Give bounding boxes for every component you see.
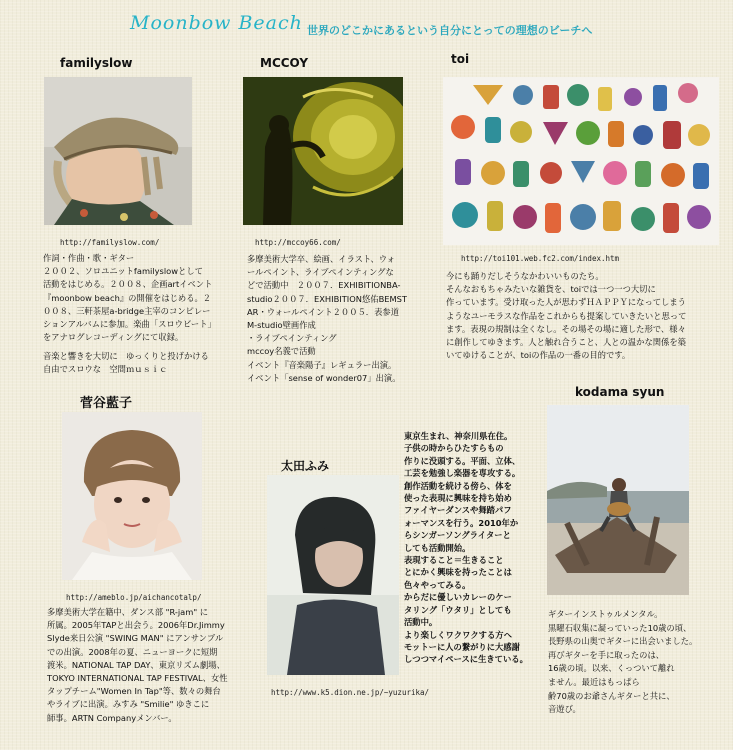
artist-name-kodama: kodama syun <box>575 385 665 399</box>
bio-line: ようなユーモラスな作品をこれからも提案していきたいと思って <box>446 310 687 321</box>
bio-line: 活動中。 <box>404 617 438 628</box>
bio-line: 表現すること＝生きること <box>404 555 504 566</box>
bio-line: 使った表現に興味を持ち始め <box>404 493 512 504</box>
bio-line: タリング「ウタリ」としても <box>404 604 512 615</box>
bio-line: 多摩美術大学卒、絵画、イラスト、ウォ <box>247 254 396 264</box>
ota-url[interactable]: http://www.k5.dion.ne.jp/~yuzurika/ <box>271 688 430 697</box>
familyslow-tagline <box>43 350 223 376</box>
bio-line: AR・ウォールペイント２００５．表参道 <box>247 306 399 317</box>
bio-line: ２００２、ソロユニットfamilyslowとして <box>43 266 203 277</box>
bio-line: 今にも踊りだしそうなかわいいものたち。 <box>446 271 604 281</box>
artist-name-sugaya: 菅谷藍子 <box>80 396 133 411</box>
bio-line: より楽しくワクワクする方へ <box>404 629 512 640</box>
bio-line: ます。表現の規制は全くなし。その場その場に適した形で、様々 <box>446 323 686 334</box>
bio-line: 師事。ARTN Companyメンバー。 <box>47 712 177 723</box>
bio-line: 多摩美術大学在籍中、ダンス部 "R-jam" に <box>47 607 209 617</box>
bio-line: 活動をはじめる。２００８、企画artイベント <box>43 279 213 290</box>
page-subtitle: 世界のどこかにあるという自分にとっての理想のビーチへ <box>307 24 593 37</box>
bio-line: をアナログレコーディングにて収録。 <box>43 332 184 343</box>
familyslow-url[interactable]: http://familyslow.com/ <box>60 238 160 247</box>
bio-line: 作詞・作曲・歌・ギター <box>43 253 135 263</box>
bio-line: 作っています。受け取った人が思わずＨＡＰＰＹになってしまう <box>446 297 686 308</box>
bio-line: での出演。2008年の夏、ニューヨークに短期 <box>47 646 218 657</box>
mccoy-url[interactable]: http://mccoy66.com/ <box>255 238 341 247</box>
bio-line: M-studio壁画作成 <box>247 320 316 331</box>
bio-line: ません。最近はもっぱら <box>548 676 640 687</box>
bio-line: とにかく興味を持ったことは <box>404 567 512 578</box>
toi-url[interactable]: http://toi101.web.fc2.com/index.htm <box>461 254 620 263</box>
bio-line: 色々やってみる。 <box>404 579 471 590</box>
bio-line: タップチーム"Women In Tap"等、数々の舞台 <box>47 686 221 697</box>
bio-line: からだに優しいカレーのケー <box>404 592 512 603</box>
bio-line: 再びギターを手に取ったのは、 <box>548 649 665 660</box>
familyslow-photo <box>44 77 192 225</box>
bio-line: ールペイント、ライブペインティングな <box>247 267 394 278</box>
bio-line: studio２００７．EXHIBITION悠佑BEMST <box>247 293 407 304</box>
mccoy-bio <box>247 253 427 385</box>
artist-name-mccoy: MCCOY <box>260 56 309 70</box>
tagline-line: 音楽と響きを大切に ゆっくりと投げかける <box>43 351 209 361</box>
bio-line: イベント「sense of wonder07」出演。 <box>247 372 401 383</box>
bio-line: 長野県の山奥でギターに出会いました。 <box>548 636 698 647</box>
bio-line: 工芸を勉強し楽器を専攻する。 <box>404 468 521 479</box>
tagline-line: 自由でスロウな 空間ｍｕｓｉｃ <box>43 364 168 375</box>
artist-name-toi: toi <box>451 52 470 66</box>
bio-line: 東京生まれ、神奈川県在住。 <box>404 431 513 441</box>
kodama-photo <box>547 405 689 595</box>
bio-line: 作りに没頭する。平面、立体、 <box>404 455 521 466</box>
bio-line: 黒曜石収集に凝っていった10歳の頃、 <box>548 622 692 633</box>
toi-photo <box>443 77 719 245</box>
bio-line: どで活動中 ２００７．EXHIBITIONBA- <box>247 280 401 291</box>
bio-line: 所属。2005年TAPと出会う。2006年Dr.Jimmy <box>47 620 225 631</box>
bio-line: 子供の時からひたすらもの <box>404 443 504 454</box>
bio-line: ォーマンスを行う。2010年か <box>404 517 519 528</box>
page-title: Moonbow Beach <box>130 12 303 34</box>
sugaya-bio <box>47 606 247 725</box>
bio-line: 齢70歳のお爺さんギターと共に、 <box>548 690 675 701</box>
bio-line: らシンガーソングライターと <box>404 530 511 541</box>
bio-line: ・ライブペインティング <box>247 333 337 344</box>
artist-name-familyslow: familyslow <box>60 56 133 70</box>
bio-line: 16歳の頃。以来、くっついて離れ <box>548 663 675 674</box>
sugaya-url[interactable]: http://ameblo.jp/aichancotalp/ <box>66 593 202 602</box>
bio-line: に創作してゆきます。人と触れ合うこと、人との温かな関係を築 <box>446 337 686 348</box>
toi-bio <box>446 270 732 362</box>
kodama-bio <box>548 608 728 717</box>
bio-line: そんなおもちゃみたいな雑貨を、toiでは一つ一つ大切に <box>446 284 656 295</box>
bio-line: ００８、三軒茶屋a-bridge主宰のコンピレー <box>43 305 211 316</box>
bio-line: しつつマイペースに生きている。 <box>404 654 528 665</box>
bio-line: TOKYO INTERNATIONAL TAP FESTIVAL、女性 <box>47 673 228 684</box>
bio-line: 渡米。NATIONAL TAP DAY、東京リズム劇場、 <box>47 659 225 670</box>
sugaya-photo <box>62 412 202 580</box>
bio-line: 創作活動を続ける傍ら、体を <box>404 480 512 491</box>
ota-bio <box>404 430 552 666</box>
bio-line: mccoy名義で活動 <box>247 346 316 357</box>
bio-line: ファイヤーダンスや舞踏パフ <box>404 505 512 516</box>
bio-line: Slyde来日公演 "SWING MAN" にアンサンブル <box>47 633 224 644</box>
familyslow-bio <box>43 252 223 344</box>
bio-line: いてゆけることが、toiの作品の一番の目的です。 <box>446 350 631 361</box>
bio-line: ギターインストゥルメンタル。 <box>548 609 663 619</box>
bio-line: 『moonbow beach』の開催をはじめる。２ <box>43 292 212 303</box>
artist-name-ota: 太田ふみ <box>281 459 330 473</box>
bio-line: イベント『音楽陽子』レギュラー出演。 <box>247 359 397 370</box>
bio-line: ションアルバムに参加。楽曲「スロウビート」 <box>43 319 216 330</box>
bio-line: やライブに出演。みすみ "Smilie" ゆきこに <box>47 699 210 710</box>
bio-line: 音遊び。 <box>548 704 581 715</box>
bio-line: モットーに人の繋がりに大感謝 <box>404 641 520 652</box>
ota-photo <box>267 475 399 675</box>
bio-line: しても活動開始。 <box>404 542 471 553</box>
mccoy-photo <box>243 77 403 225</box>
